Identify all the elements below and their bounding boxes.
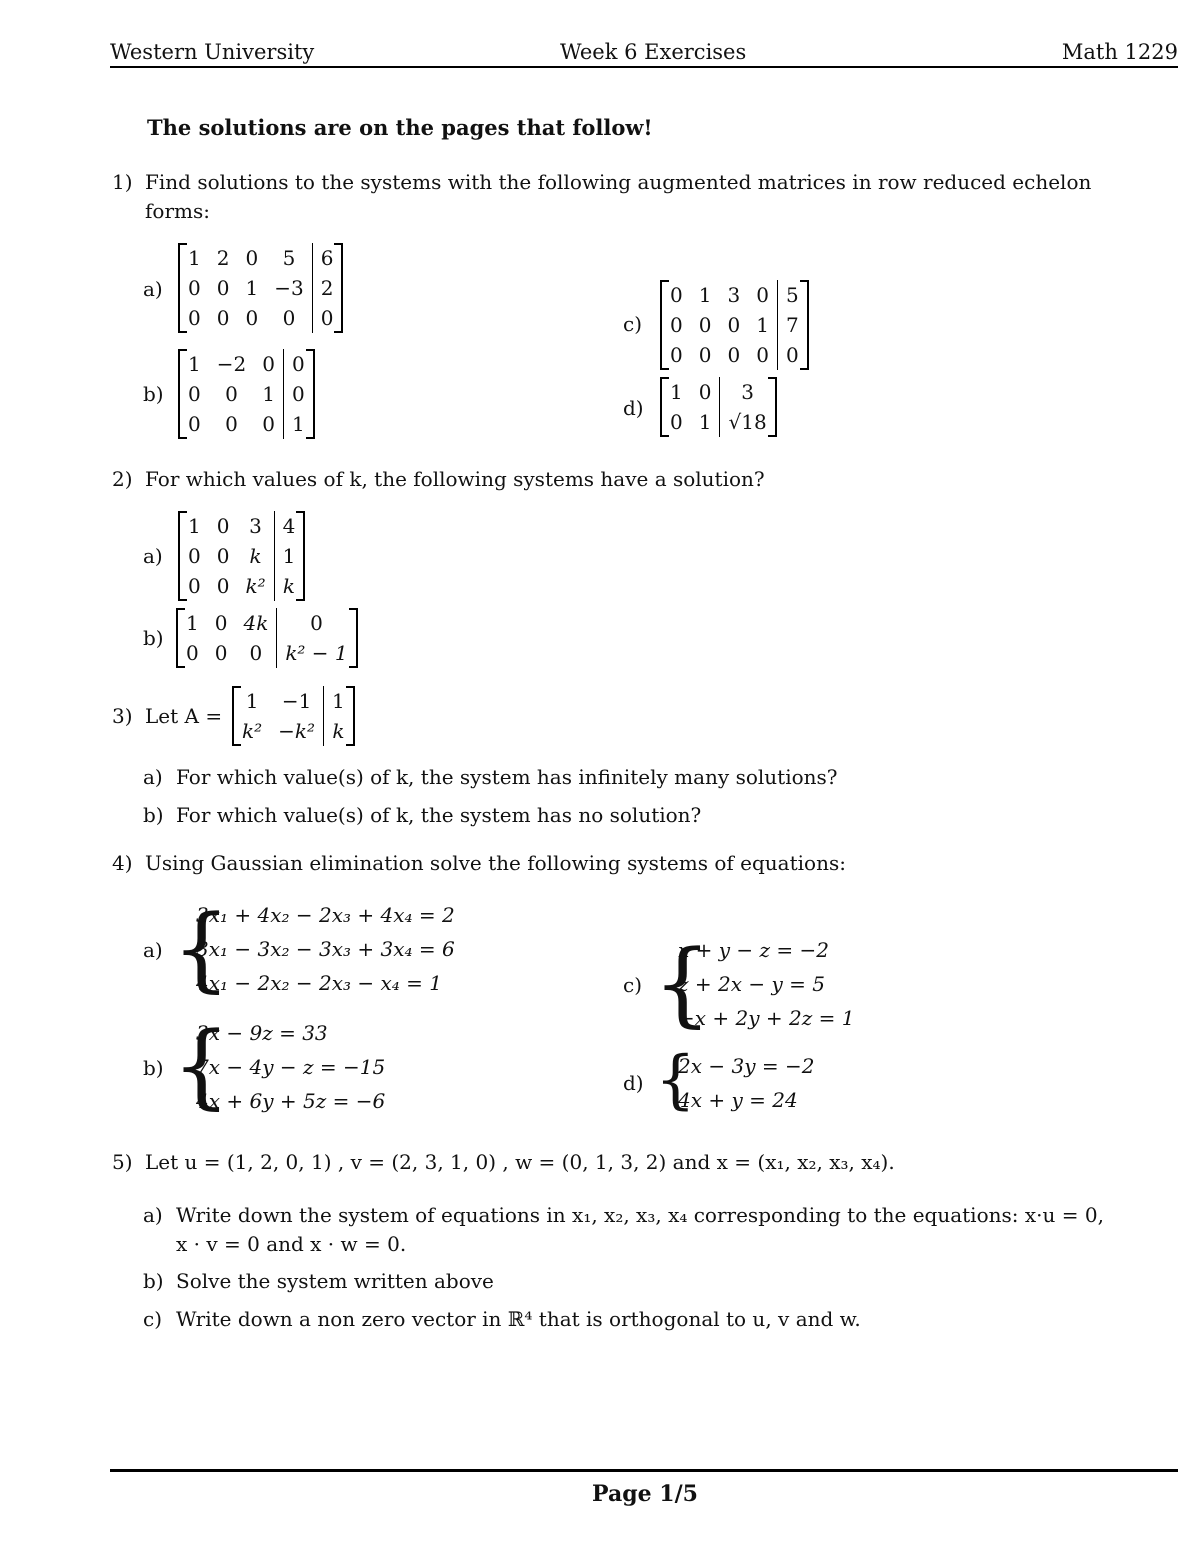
matrix-cell: k² <box>242 719 263 743</box>
matrix-cell: 0 <box>249 641 263 665</box>
matrix-cell: 1 <box>698 410 712 434</box>
equation: −x + 2y + 2z = 1 <box>678 1006 855 1030</box>
matrix-cell: 5 <box>777 280 806 310</box>
matrix-cell: −k² <box>278 719 316 743</box>
matrix-cell: 0 <box>216 306 230 330</box>
matrix-cell: 0 <box>756 283 769 307</box>
matrix-cell: 4 <box>274 511 303 541</box>
matrix-cell: 0 <box>670 283 683 307</box>
q3b-label: b) <box>143 803 164 827</box>
q5b-label: b) <box>143 1269 164 1293</box>
q4d-brace: { <box>655 1043 696 1117</box>
q1c-matrix <box>662 280 807 370</box>
matrix-cell: 2 <box>312 273 341 303</box>
matrix-cell: 0 <box>188 412 201 436</box>
equation: 7x − 4y − z = −15 <box>196 1055 386 1079</box>
matrix-cell: 7 <box>777 310 806 340</box>
q4d-label: d) <box>623 1071 644 1095</box>
q1b-matrix <box>180 349 313 439</box>
matrix-cell: 1 <box>274 541 303 571</box>
matrix-cell: 0 <box>216 514 230 538</box>
q5c-label: c) <box>143 1307 163 1331</box>
matrix-cell: 0 <box>186 641 199 665</box>
matrix-cell: 0 <box>225 382 238 406</box>
matrix-cell: 0 <box>698 343 712 367</box>
q5b-text: Solve the system written above <box>176 1269 494 1293</box>
matrix-cell: 0 <box>777 340 806 370</box>
matrix-cell: 1 <box>188 246 201 270</box>
q2-text: For which values of k, the following systems have a solution? <box>145 467 765 491</box>
matrix-cell: k <box>249 544 262 568</box>
matrix-cell: 1 <box>186 611 199 635</box>
matrix-cell: 0 <box>188 306 201 330</box>
q4-number: 4) <box>112 851 133 875</box>
matrix-cell: 5 <box>282 246 296 270</box>
matrix-cell: 0 <box>756 343 769 367</box>
matrix-cell: 0 <box>277 608 356 638</box>
q1-number: 1) <box>112 170 133 194</box>
matrix-cell: −3 <box>274 276 304 300</box>
q4c-label: c) <box>623 973 643 997</box>
matrix-cell: 6 <box>312 243 341 273</box>
q4a-system <box>196 898 455 1000</box>
q3-number: 3) <box>112 704 133 728</box>
q1-text-cont: forms: <box>145 199 210 223</box>
matrix-cell: 3 <box>249 514 262 538</box>
q3a-label: a) <box>143 765 163 789</box>
matrix-cell: 1 <box>188 514 201 538</box>
matrix-cell: 0 <box>727 313 741 337</box>
matrix-cell: 3 <box>720 377 775 407</box>
matrix-cell: 0 <box>188 382 201 406</box>
header-rule <box>110 66 1178 68</box>
matrix-cell: 0 <box>670 313 683 337</box>
q3-matrix <box>234 686 353 746</box>
q2a-matrix <box>180 511 303 601</box>
matrix-cell: 0 <box>282 306 296 330</box>
equation: 2x − 3y = −2 <box>678 1054 815 1078</box>
matrix-cell: 1 <box>283 409 312 439</box>
matrix-cell: √18 <box>720 407 775 437</box>
equation: x + y − z = −2 <box>678 938 830 962</box>
matrix-cell: 1 <box>756 313 769 337</box>
q2b-label: b) <box>143 626 164 650</box>
matrix-cell: k² <box>245 574 266 598</box>
matrix-cell: 2 <box>216 246 230 270</box>
matrix-cell: 0 <box>262 352 275 376</box>
matrix-cell: 1 <box>188 352 201 376</box>
matrix-cell: 0 <box>283 379 312 409</box>
q2-number: 2) <box>112 467 133 491</box>
q1b-label: b) <box>143 382 164 406</box>
matrix-cell: 0 <box>670 343 683 367</box>
q1a-matrix <box>180 243 341 333</box>
matrix-cell: 3 <box>727 283 741 307</box>
q4d-system <box>678 1049 814 1117</box>
q4a-brace: { <box>172 895 231 1002</box>
q4b-system <box>196 1016 385 1118</box>
matrix-cell: 1 <box>670 380 683 404</box>
matrix-cell: 0 <box>214 641 228 665</box>
equation: 3x − 9z = 33 <box>196 1021 328 1045</box>
matrix-cell: 0 <box>214 611 228 635</box>
q4-text: Using Gaussian elimination solve the following systems of equations: <box>145 851 846 875</box>
header-center: Week 6 Exercises <box>560 40 747 64</box>
matrix-cell: 1 <box>245 276 259 300</box>
matrix-cell: 1 <box>698 283 712 307</box>
matrix-cell: 0 <box>245 246 259 270</box>
q3a-text: For which value(s) of k, the system has infinitely many solutions? <box>176 765 838 789</box>
matrix-cell: k <box>274 571 303 601</box>
header-right: Math 1229 <box>1061 40 1178 64</box>
equation: 4x + 6y + 5z = −6 <box>196 1089 386 1113</box>
matrix-cell: 0 <box>188 544 201 568</box>
matrix-cell: 1 <box>245 689 259 713</box>
q3-lead: Let A = <box>145 704 223 728</box>
matrix-cell: 0 <box>698 313 712 337</box>
q4c-system <box>678 933 854 1035</box>
matrix-cell: 0 <box>283 349 312 379</box>
q1-text: Find solutions to the systems with the following augmented matrices in row reduced echelon <box>145 170 1092 194</box>
matrix-cell: 0 <box>262 412 275 436</box>
equation: 3x₁ + 4x₂ − 2x₃ + 4x₄ = 2 <box>196 903 455 927</box>
q3b-text: For which value(s) of k, the system has no solution? <box>176 803 702 827</box>
q1c-label: c) <box>623 312 643 336</box>
q1d-label: d) <box>623 396 644 420</box>
q1d-matrix <box>662 377 775 437</box>
q4b-brace: { <box>172 1012 231 1119</box>
q4b-label: b) <box>143 1056 164 1080</box>
matrix-cell: 0 <box>216 276 230 300</box>
q4a-label: a) <box>143 938 163 962</box>
matrix-cell: 0 <box>216 574 230 598</box>
matrix-cell: 1 <box>324 686 353 716</box>
matrix-cell: −2 <box>216 352 247 376</box>
matrix-cell: 0 <box>245 306 259 330</box>
q5-number: 5) <box>112 1150 133 1174</box>
q2b-matrix <box>178 608 356 668</box>
q1a-label: a) <box>143 277 163 301</box>
matrix-cell: 0 <box>312 303 341 333</box>
matrix-cell: 0 <box>188 276 201 300</box>
matrix-cell: 0 <box>188 574 201 598</box>
matrix-cell: 0 <box>216 544 230 568</box>
matrix-cell: 4k <box>243 611 269 635</box>
page-number: Page 1/5 <box>592 1481 698 1507</box>
footer-rule <box>110 1469 1178 1472</box>
q5a-text: Write down the system of equations in x₁, x₂, x₃, x₄ corresponding to the equations: x·u = 0, <box>176 1203 1104 1227</box>
matrix-cell: k² − 1 <box>277 638 356 668</box>
equation: 4x₁ − 2x₂ − 2x₃ − x₄ = 1 <box>196 971 442 995</box>
matrix-cell: 0 <box>727 343 741 367</box>
solutions-notice: The solutions are on the pages that follow! <box>147 115 653 140</box>
matrix-cell: −1 <box>281 689 312 713</box>
q4c-brace: { <box>653 930 712 1037</box>
equation: 4x + y = 24 <box>678 1088 798 1112</box>
q5a-label: a) <box>143 1203 163 1227</box>
matrix-cell: 1 <box>262 382 275 406</box>
q5a-text-cont: x · v = 0 and x · w = 0. <box>176 1232 407 1256</box>
header-left: Western University <box>110 40 315 64</box>
matrix-cell: k <box>324 716 353 746</box>
equation: z + 2x − y = 5 <box>678 972 825 996</box>
matrix-cell: 0 <box>670 410 683 434</box>
matrix-cell: 0 <box>225 412 238 436</box>
equation: 3x₁ − 3x₂ − 3x₃ + 3x₄ = 6 <box>196 937 455 961</box>
matrix-cell: 0 <box>698 380 712 404</box>
q2a-label: a) <box>143 544 163 568</box>
q5c-text: Write down a non zero vector in ℝ⁴ that is orthogonal to u, v and w. <box>176 1307 861 1331</box>
q5-text: Let u = (1, 2, 0, 1) , v = (2, 3, 1, 0) , w = (0, 1, 3, 2) and x = (x₁, x₂, x₃, x₄). <box>145 1150 895 1174</box>
